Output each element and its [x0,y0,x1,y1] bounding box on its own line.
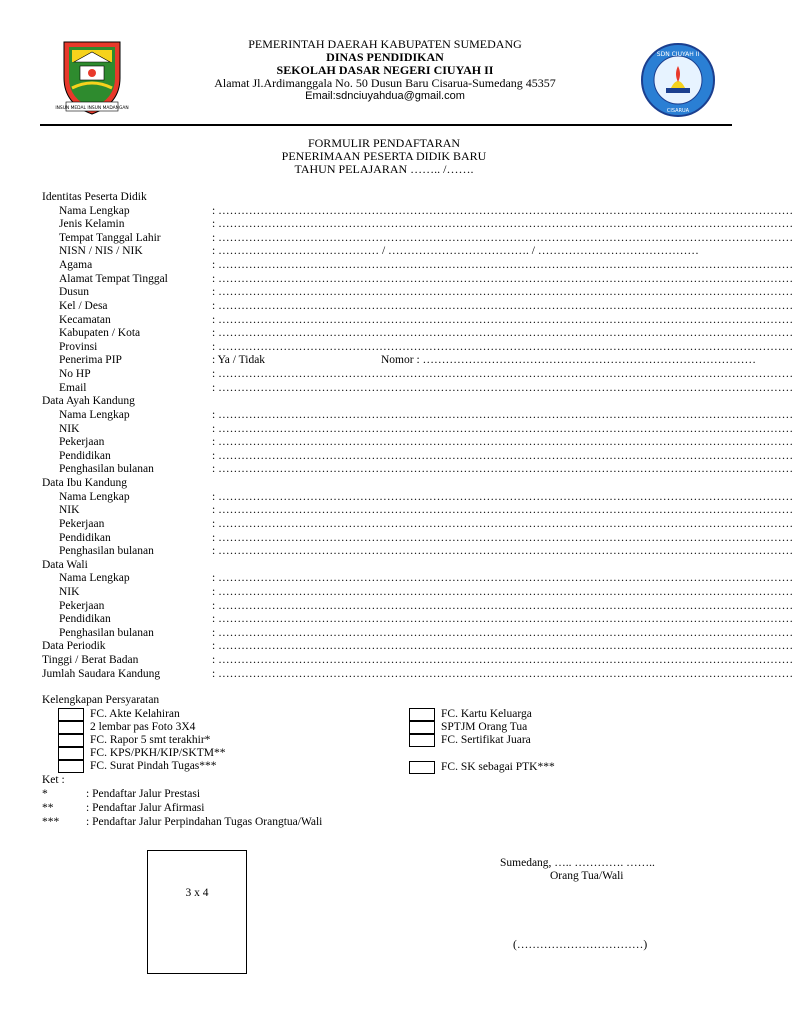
form-row [42,327,793,341]
form-row [42,408,793,423]
requirement-checkbox[interactable] [58,747,84,760]
pip-number-field[interactable]: Nomor : …………………………………………………………………………… [381,354,757,367]
notes-heading: Ket : [42,774,65,786]
letterhead-agency: DINAS PENDIDIKAN [326,50,444,64]
requirement-label: FC. SK sebagai PTK*** [441,761,555,773]
form-row [42,640,793,654]
field-blank[interactable]: : …………………………………………………………………………………………………………………………………… [212,490,793,503]
form-row [42,313,793,328]
form-row [42,463,793,477]
field-label: Pekerjaan [59,436,105,449]
school-emblem-logo [636,42,720,118]
letterhead-email: Email:sdnciuyahdua@gmail.com [305,90,465,102]
field-label: Data Ayah Kandung [42,395,135,408]
form-row [42,613,793,627]
form-row [42,559,728,573]
form-year: TAHUN PELAJARAN …….. /……. [294,162,474,176]
field-label: NISN / NIS / NIK [59,245,143,258]
field-label: Data Ibu Kandung [42,477,127,490]
sumedang-crest-logo [55,38,129,116]
field-label: NIK [59,585,80,598]
emblem-bottom-text: CISARUA [666,108,690,114]
field-blank[interactable]: : …………………………………………………………………………………………………………………………………… [212,545,793,558]
note-mark: ** [42,802,54,814]
note-text: : Pendaftar Jalur Afirmasi [86,802,205,814]
field-blank[interactable]: : …………………………………………………………………………………………………………………………………… [212,599,793,612]
signature-place-date: Sumedang, ….. …………. …….. [500,857,655,869]
field-blank[interactable]: : …………………………………………………………………………………………………………………………………… [212,368,793,381]
form-row [42,504,793,518]
requirement-checkbox[interactable] [409,708,435,721]
field-blank[interactable]: : …………………………………………………………………………………………………………………………………… [212,585,793,598]
form-row [42,272,793,287]
field-label: Nama Lengkap [59,490,130,503]
requirement-checkbox[interactable] [58,708,84,721]
field-blank[interactable]: : …………………………………………………………………………………………………………………………………… [212,667,793,680]
requirement-label: FC. Rapor 5 smt terakhir* [90,734,211,746]
requirement-label: FC. Akte Kelahiran [90,708,180,720]
form-row [42,667,793,682]
field-label: Penghasilan bulanan [59,626,154,639]
field-blank[interactable]: : …………………………………………………………………………………………………………………………………… [212,449,793,462]
field-label: Pendidikan [59,449,111,462]
field-label: Jumlah Saudara Kandung [42,667,161,680]
emblem-ring-text: SDN CIUYAH II [656,51,700,58]
note-text: : Pendaftar Jalur Perpindahan Tugas Orangtua/Wali [86,816,323,828]
form-row [42,599,793,614]
field-label: Email [59,381,87,394]
letterhead-address: Alamat Jl.Ardimanggala No. 50 Dusun Baru Cisarua-Sumedang 45357 [214,76,556,90]
signature-name-line: (……………………………) [513,939,648,951]
field-blank[interactable]: : …………………………………………………………………………………………………………………………………… [212,504,793,517]
field-label: Penghasilan bulanan [59,545,154,558]
field-blank[interactable]: : …………………………………………………………………………………………………………………………………… [212,313,793,326]
field-label: NIK [59,422,80,435]
form-row [42,191,728,205]
form-row [42,545,793,559]
field-label: Pendidikan [59,613,111,626]
field-label: Dusun [59,286,90,299]
note-mark: * [42,788,48,800]
form-row [42,204,793,219]
form-row [42,449,793,464]
field-label: Data Wali [42,558,88,571]
letterhead [160,38,610,103]
field-blank[interactable]: : …………………………………………………………………………………………………………………………………… [212,531,793,544]
field-blank[interactable]: : …………………………………… / ………………………………. / …………………………………… [212,245,699,258]
field-blank[interactable]: : …………………………………………………………………………………………………………………………………… [212,626,793,639]
letterhead-government: PEMERINTAH DAERAH KABUPATEN SUMEDANG [248,37,522,51]
note-mark: *** [42,816,60,828]
requirement-checkbox[interactable] [409,761,435,774]
field-label: Data Periodik [42,640,106,653]
form-row [42,626,793,641]
field-blank[interactable]: : …………………………………………………………………………………………………………………………………… [212,340,793,353]
requirement-label: FC. Kartu Keluarga [441,708,532,720]
form-row [42,572,793,586]
field-blank[interactable]: : …………………………………………………………………………………………………………………………………… [212,231,793,244]
field-blank[interactable]: : …………………………………………………………………………………………………………………………………… [212,408,793,421]
requirement-label: 2 lembar pas Foto 3X4 [90,721,196,733]
photo-size-label: 3 x 4 [185,887,209,899]
form-row [42,218,793,232]
field-blank[interactable]: : …………………………………………………………………………………………………………………………………… [212,572,793,585]
requirement-checkbox[interactable] [58,721,84,734]
field-label: Kecamatan [59,313,111,326]
requirement-label: FC. KPS/PKH/KIP/SKTM** [90,747,226,759]
form-row [42,531,793,546]
field-blank[interactable]: : …………………………………………………………………………………………………………………………………… [212,218,793,231]
field-blank[interactable]: : …………………………………………………………………………………………………………………………………… [212,204,793,217]
field-label: Identitas Peserta Didik [42,191,147,203]
field-label: Penghasilan bulanan [59,463,154,476]
field-blank[interactable]: : …………………………………………………………………………………………………………………………………… [212,272,793,285]
form-row [42,490,793,505]
form-row [42,340,793,355]
field-label: Alamat Tempat Tinggal [59,272,168,285]
field-blank[interactable]: : …………………………………………………………………………………………………………………………………… [212,259,793,272]
requirement-checkbox[interactable] [58,734,84,747]
form-row [42,585,793,600]
photo-box [147,850,247,974]
field-label: Pekerjaan [59,517,105,530]
form-row [42,517,793,532]
requirement-checkbox[interactable] [58,760,84,773]
field-label: Provinsi [59,340,98,353]
field-label: Agama [59,259,93,272]
field-label: Pendidikan [59,531,111,544]
field-blank[interactable]: : …………………………………………………………………………………………………………………………………… [212,640,793,653]
form-row [42,299,793,314]
field-label: No HP [59,368,91,381]
field-label: Nama Lengkap [59,572,130,585]
requirement-checkbox[interactable] [409,734,435,747]
field-blank[interactable]: : …………………………………………………………………………………………………………………………………… [212,422,793,435]
signature-role: Orang Tua/Wali [550,870,624,882]
form-row [42,381,793,396]
form-subtitle: PENERIMAAN PESERTA DIDIK BARU [281,149,487,163]
form-row [42,477,728,491]
letterhead-school: SEKOLAH DASAR NEGERI CIUYAH II [276,63,494,77]
field-blank[interactable]: : …………………………………………………………………………………………………………………………………… [212,613,793,626]
field-label: Penerima PIP [59,354,122,367]
form-row [42,422,793,437]
field-blank[interactable]: : …………………………………………………………………………………………………………………………………… [212,299,793,312]
field-label: Tinggi / Berat Badan [42,654,139,667]
form-row [42,231,793,246]
field-blank[interactable]: : …………………………………………………………………………………………………………………………………… [212,436,793,449]
form-row [42,368,793,382]
requirement-checkbox[interactable] [409,721,435,734]
crest-motto: INSUN MEDAL INSUN MADANGAN [55,106,129,111]
form-row [42,436,793,450]
field-label: Tempat Tanggal Lahir [59,231,161,244]
form-row [42,395,728,409]
requirement-label: SPTJM Orang Tua [441,721,528,733]
form-row [42,259,793,273]
field-blank[interactable]: : …………………………………………………………………………………………………………………………………… [212,654,793,667]
field-label: Kel / Desa [59,299,108,312]
form-title: FORMULIR PENDAFTARAN [307,136,461,150]
field-label: Pekerjaan [59,599,105,612]
field-label: NIK [59,504,80,517]
field-label: Nama Lengkap [59,204,130,217]
field-label: Kabupaten / Kota [59,327,141,340]
note-text: : Pendaftar Jalur Prestasi [86,788,201,800]
field-blank[interactable]: : …………………………………………………………………………………………………………………………………… [212,517,793,530]
field-blank[interactable]: : …………………………………………………………………………………………………………………………………… [212,463,793,476]
requirement-label: FC. Surat Pindah Tugas*** [90,760,217,772]
form-row [42,286,793,300]
field-blank[interactable]: : …………………………………………………………………………………………………………………………………… [212,327,793,340]
pip-choice[interactable]: : Ya / Tidak [212,354,266,367]
requirements-heading: Kelengkapan Persyaratan [42,694,160,706]
field-label: Nama Lengkap [59,408,130,421]
form-row [42,245,728,259]
field-blank[interactable]: : …………………………………………………………………………………………………………………………………… [212,381,793,394]
form-row [42,654,793,668]
field-label: Jenis Kelamin [59,218,125,231]
field-blank[interactable]: : …………………………………………………………………………………………………………………………………… [212,286,793,299]
letterhead-rule [40,124,732,126]
requirement-label: FC. Sertifikat Juara [441,734,531,746]
form-row [42,354,757,368]
